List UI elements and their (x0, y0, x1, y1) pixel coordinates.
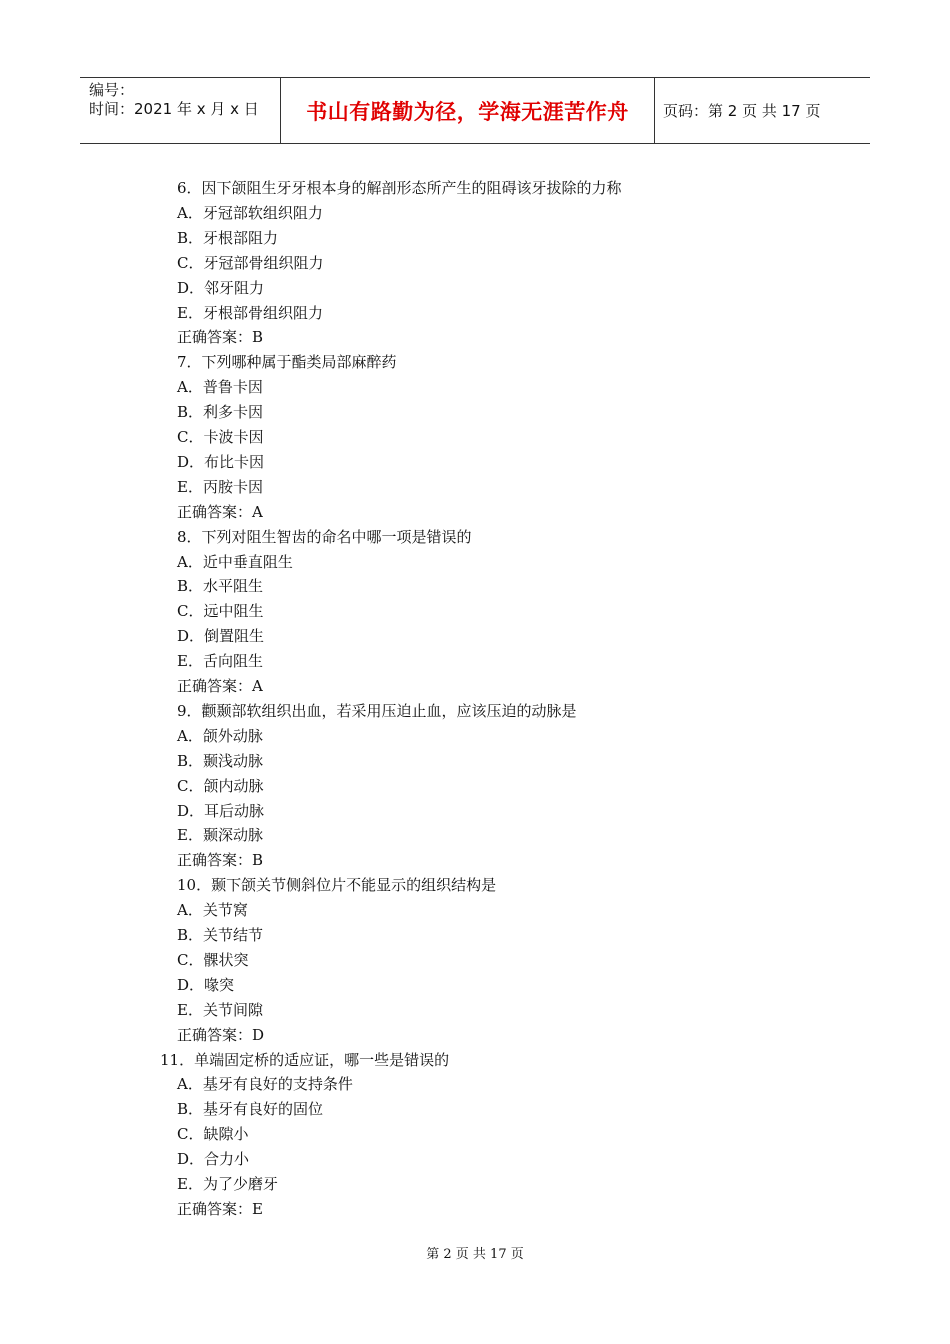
option-line: E．颞深动脉 (177, 826, 263, 845)
option-line: B．利多卡因 (177, 403, 264, 422)
option-line: D．倒置阻生 (177, 627, 265, 646)
question-line: 8．下列对阻生智齿的命名中哪一项是错误的 (177, 527, 472, 546)
option-line: D．喙突 (177, 975, 235, 994)
option-line: B．关节结节 (177, 926, 264, 944)
answer-line: 正确答案：A (177, 677, 263, 695)
option-line: E．丙胺卡因 (177, 477, 263, 496)
option-line: C．牙冠部骨组织阻力 (177, 253, 324, 272)
header-page-label: 页码：第 2 页 共 17 页 (663, 102, 821, 120)
page-footer (0, 1246, 950, 1264)
header-info-cell (80, 78, 281, 143)
option-line: D．布比卡因 (177, 452, 265, 471)
header-motto: 书山有路勤为径，学海无涯苦作舟 (306, 99, 629, 124)
option-line: C．颌内动脉 (177, 776, 264, 795)
question-line: 10．颞下颌关节侧斜位片不能显示的组织结构是 (177, 876, 497, 895)
answer-line: 正确答案：A (177, 502, 263, 521)
question-line: 11．单端固定桥的适应证，哪一些是错误的 (160, 1050, 450, 1069)
question-line: 6．因下颌阻生牙牙根本身的解剖形态所产生的阻碍该牙拔除的力称 (177, 179, 622, 197)
option-line: E．舌向阻生 (177, 652, 263, 671)
document-number-label: 编号： (89, 81, 135, 99)
option-line: C．缺隙小 (177, 1125, 249, 1144)
option-line: A．普鲁卡因 (177, 378, 263, 397)
question-line: 7．下列哪种属于酯类局部麻醉药 (177, 353, 397, 372)
option-line: A．牙冠部软组织阻力 (177, 203, 323, 222)
option-line: D．合力小 (177, 1150, 250, 1169)
answer-line: 正确答案：B (177, 328, 264, 347)
header-motto-cell (281, 78, 655, 143)
option-line: A．基牙有良好的支持条件 (177, 1075, 353, 1094)
option-line: B．基牙有良好的固位 (177, 1100, 324, 1119)
option-line: C．卡波卡因 (177, 428, 264, 446)
option-line: E．为了少磨牙 (177, 1175, 278, 1193)
question-line: 9．颧颞部软组织出血，若采用压迫止血，应该压迫的动脉是 (177, 701, 577, 720)
option-line: E．牙根部骨组织阻力 (177, 303, 323, 322)
option-line: E．关节间隙 (177, 1000, 263, 1019)
option-line: A．近中垂直阻生 (177, 552, 293, 571)
page-header (80, 77, 870, 144)
answer-line: 正确答案：B (177, 851, 264, 870)
option-line: C．远中阻生 (177, 602, 264, 621)
header-page-cell (655, 78, 870, 143)
document-time-label: 时间：2021 年 x 月 x 日 (89, 100, 259, 118)
option-line: D．邻牙阻力 (177, 278, 265, 297)
answer-line: 正确答案：E (177, 1199, 263, 1218)
option-line: A．颌外动脉 (177, 726, 263, 745)
option-line: C．髁状突 (177, 950, 249, 969)
option-line: D．耳后动脉 (177, 801, 265, 820)
option-line: A．关节窝 (177, 901, 248, 920)
answer-line: 正确答案：D (177, 1025, 265, 1044)
option-line: B．水平阻生 (177, 577, 264, 596)
option-line: B．颞浅动脉 (177, 751, 264, 770)
option-line: B．牙根部阻力 (177, 228, 279, 247)
footer-page-number: 第 2 页 共 17 页 (426, 1247, 524, 1262)
